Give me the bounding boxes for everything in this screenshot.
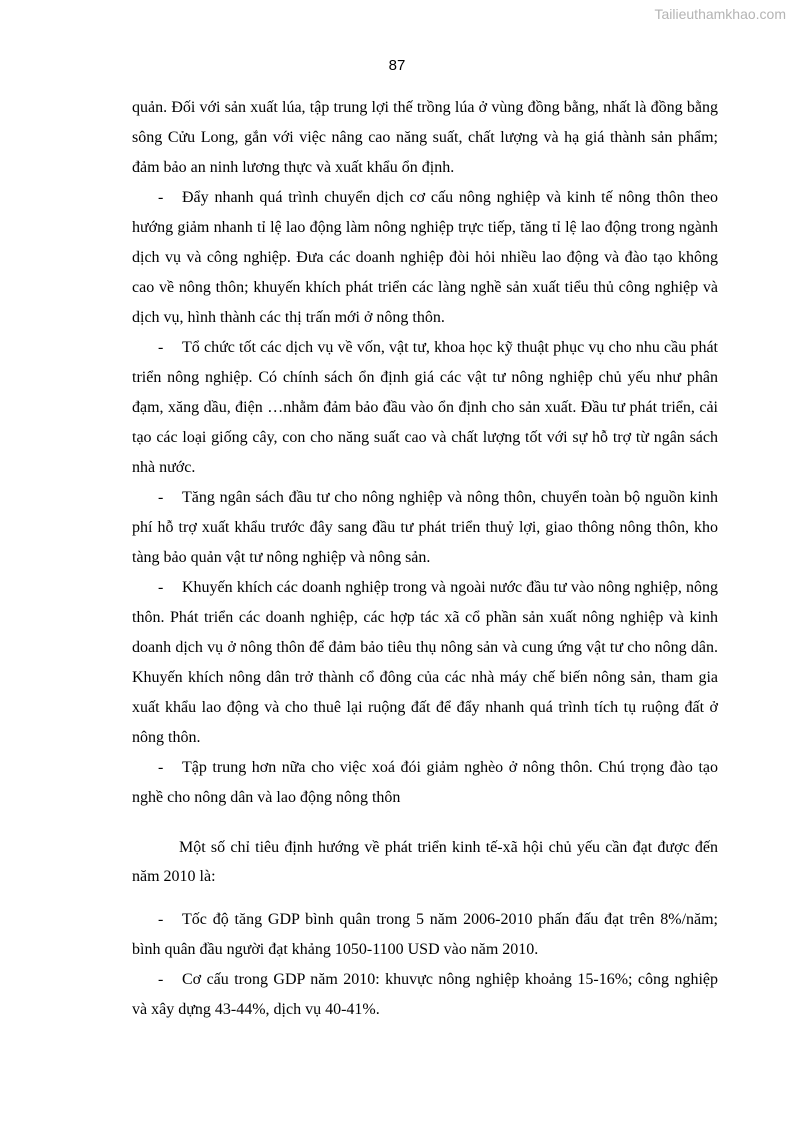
bullet-text: Tốc độ tăng GDP bình quân trong 5 năm 2006-2010 phấn đấu đạt trên 8%/năm; bình quân đầu người đạt khảng 1050-1100 USD vào năm 2010.: [132, 911, 718, 958]
bullet-text: Khuyến khích các doanh nghiệp trong và ngoài nước đầu tư vào nông nghiệp, nông thôn. Phát triển các doanh nghiệp, các hợp tác xã cổ phần sản xuất nông nghiệp và kinh doanh dịch vụ ở nông thôn để đảm bảo tiêu thụ nông sản và cung ứng vật tư cho nông dân. Khuyến khích nông dân trở thành cổ đông của các nhà máy chế biến nông sản, tham gia xuất khẩu lao động và cho thuê lại ruộng đất để đẩy nhanh quá trình tích tụ ruộng đất ở nông thôn.: [132, 579, 718, 746]
paragraph-continuation: quản. Đối với sản xuất lúa, tập trung lợi thế trồng lúa ở vùng đồng bằng, nhất là đồng bằng sông Cửu Long, gắn với việc nâng cao năng suất, chất lượng và hạ giá thành sản phẩm; đảm bảo an ninh lương thực và xuất khẩu ổn định.: [132, 99, 718, 176]
bullet-paragraph: [132, 573, 718, 753]
target-bullet: [132, 905, 718, 965]
bullet-marker: -: [158, 339, 164, 356]
bullet-marker: -: [158, 489, 164, 506]
bullet-marker: -: [158, 911, 164, 928]
bullet-marker: -: [158, 579, 164, 596]
bullet-text: Tăng ngân sách đầu tư cho nông nghiệp và nông thôn, chuyển toàn bộ nguồn kinh phí hỗ trợ xuất khẩu trước đây sang đầu tư phát triển thuỷ lợi, giao thông nông thôn, kho tàng bảo quản vật tư nông nghiệp và nông sản.: [132, 489, 718, 566]
page-number: 87: [388, 57, 406, 74]
bullet-paragraph: [132, 183, 718, 333]
watermark: Tailieuthamkhao.com: [654, 6, 786, 22]
bullet-paragraph: [132, 333, 718, 483]
bullet-paragraph: [132, 753, 718, 813]
bullet-text: Tổ chức tốt các dịch vụ về vốn, vật tư, khoa học kỹ thuật phục vụ cho nhu cầu phát triển nông nghiệp. Có chính sách ổn định giá các vật tư nông nghiệp chủ yếu như phân đạm, xăng dầu, điện …nhằm đảm bảo đầu vào ổn định cho sản xuất. Đầu tư phát triển, cải tạo các loại giống cây, con cho năng suất cao và chất lượng tốt với sự hỗ trợ từ ngân sách nhà nước.: [132, 339, 718, 476]
bullet-text: Đẩy nhanh quá trình chuyển dịch cơ cấu nông nghiệp và kinh tế nông thôn theo hướng giảm nhanh tỉ lệ lao động làm nông nghiệp trực tiếp, tăng tỉ lệ lao động trong ngành dịch vụ và công nghiệp. Đưa các doanh nghiệp đòi hỏi nhiều lao động và đào tạo không cao về nông thôn; khuyến khích phát triển các làng nghề sản xuất tiểu thủ công nghiệp và dịch vụ, hình thành các thị trấn mới ở nông thôn.: [132, 189, 718, 326]
bullet-paragraph: [132, 483, 718, 573]
bullet-marker: -: [158, 189, 164, 206]
intro-paragraph: Một số chỉ tiêu định hướng về phát triển kinh tế-xã hội chủ yếu cần đạt được đến năm 2010 là:: [132, 839, 718, 885]
bullet-marker: -: [158, 759, 164, 776]
target-bullet: [132, 965, 718, 1025]
bullet-marker: -: [158, 971, 164, 988]
document-body: [132, 93, 718, 1025]
bullet-text: Cơ cấu trong GDP năm 2010: khuvực nông nghiệp khoảng 15-16%; công nghiệp và xây dựng 43-44%, dịch vụ 40-41%.: [132, 971, 718, 1018]
bullet-text: Tập trung hơn nữa cho việc xoá đói giảm nghèo ở nông thôn. Chú trọng đào tạo nghề cho nông dân và lao động nông thôn: [132, 759, 718, 806]
